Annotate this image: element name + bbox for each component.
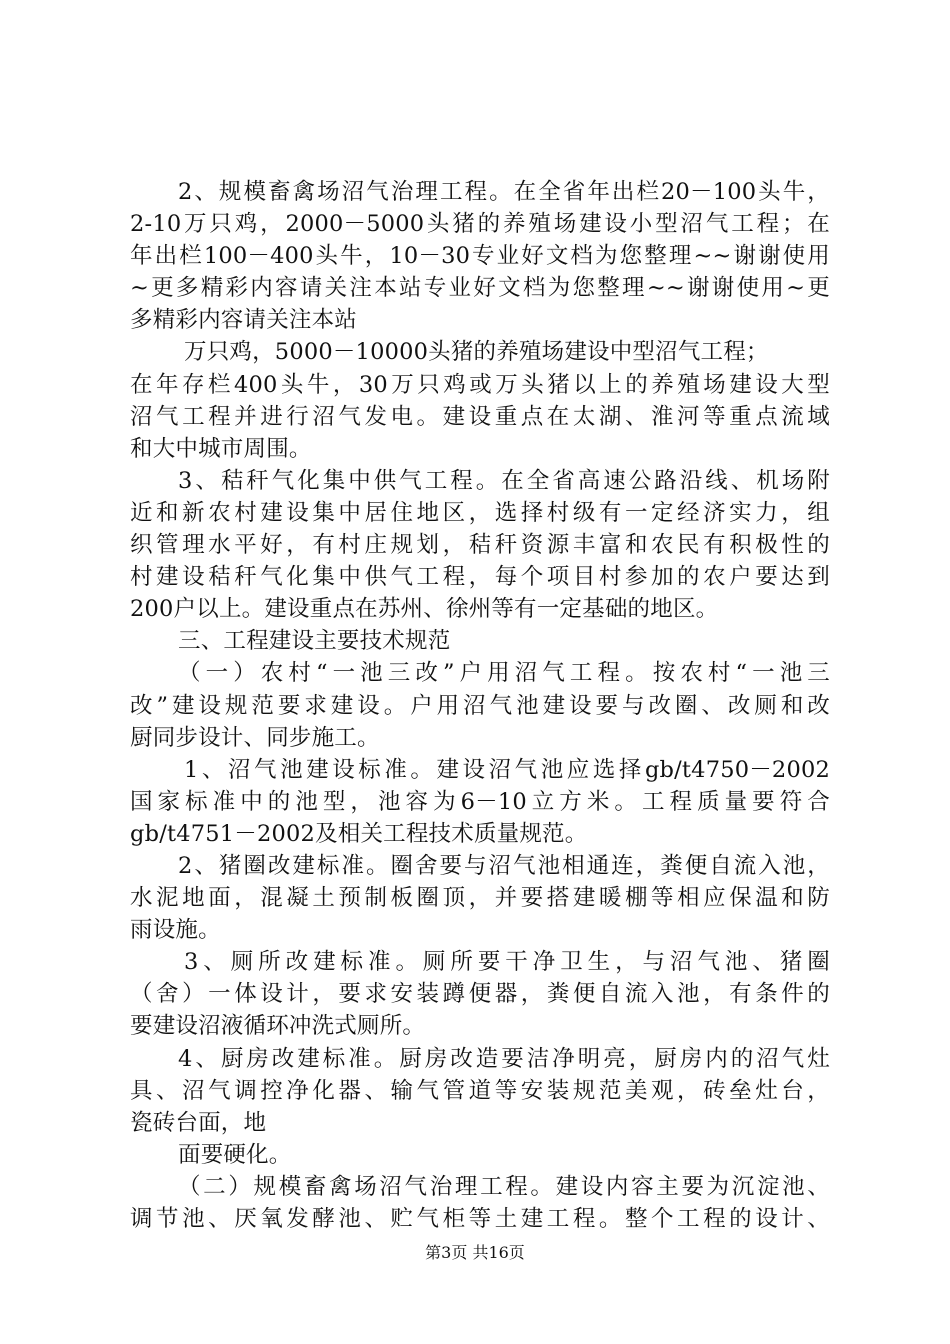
text-line: 2、猪圈改建标准。圈舍要与沼气池相通连，粪便自流入池，	[178, 852, 830, 879]
text-line: （舍）一体设计，要求安装蹲便器，粪便自流入池，有条件的	[130, 981, 830, 1008]
text-line: 三、工程建设主要技术规范	[178, 628, 451, 655]
text-line: 国家标准中的池型，池容为6－10立方米。工程质量要符合	[130, 788, 830, 815]
text-line: 1、沼气池建设标准。建设沼气池应选择gb/t4750－2002	[184, 756, 830, 783]
document-body	[130, 176, 830, 1235]
text-line: 雨设施。	[130, 917, 221, 944]
text-line: 2、规模畜禽场沼气治理工程。在全省年出栏20－100头牛，	[178, 179, 830, 205]
text-line: 瓷砖台面，地	[130, 1109, 267, 1136]
text-line: 要建设沼液循环冲洗式厕所。	[130, 1013, 426, 1040]
text-line: （一）农村“一池三改”户用沼气工程。按农村“一池三	[178, 660, 830, 687]
text-line: 200户以上。建设重点在苏州、徐州等有一定基础的地区。	[130, 596, 719, 623]
text-line: ~更多精彩内容请关注本站专业好文档为您整理~~谢谢使用~更	[130, 275, 830, 302]
text-line: 2-10万只鸡，2000－5000头猪的养殖场建设小型沼气工程；在	[130, 211, 830, 238]
text-line: 近和新农村建设集中居住地区，选择村级有一定经济实力，组	[130, 499, 830, 526]
text-line: 厨同步设计、同步施工。	[130, 724, 380, 751]
page-footer: 第3页 共16页	[425, 1243, 525, 1262]
text-line: 织管理水平好，有村庄规划，秸秆资源丰富和农民有积极性的	[130, 532, 830, 559]
text-line: 和大中城市周围。	[130, 435, 312, 462]
text-line: （二）规模畜禽场沼气治理工程。建设内容主要为沉淀池、	[178, 1173, 830, 1200]
text-line: 万只鸡，5000－10000头猪的养殖场建设中型沼气工程；	[184, 339, 769, 366]
text-line: 4、厨房改建标准。厨房改造要洁净明亮，厨房内的沼气灶	[178, 1045, 830, 1072]
text-line: 多精彩内容请关注本站	[130, 307, 358, 334]
text-line: 调节池、厌氧发酵池、贮气柜等土建工程。整个工程的设计、	[130, 1206, 830, 1232]
text-line: 年出栏100－400头牛，10－30专业好文档为您整理~~谢谢使用	[130, 243, 830, 270]
text-line: 面要硬化。	[178, 1141, 292, 1168]
text-line: 3、厕所改建标准。厕所要干净卫生，与沼气池、猪圈	[184, 949, 830, 976]
text-line: 村建设秸秆气化集中供气工程，每个项目村参加的农户要达到	[130, 564, 830, 591]
text-line: 3、秸秆气化集中供气工程。在全省高速公路沿线、机场附	[178, 467, 830, 494]
text-line: 在年存栏400头牛，30万只鸡或万头猪以上的养殖场建设大型	[130, 371, 830, 398]
text-line: 沼气工程并进行沼气发电。建设重点在太湖、淮河等重点流域	[130, 403, 830, 430]
text-line: 水泥地面，混凝土预制板圈顶，并要搭建暖棚等相应保温和防	[130, 885, 830, 912]
text-line: 具、沼气调控净化器、输气管道等安装规范美观，砖垒灶台，	[130, 1077, 830, 1104]
text-line: 改”建设规范要求建设。户用沼气池建设要与改圈、改厕和改	[130, 692, 830, 719]
text-line: gb/t4751－2002及相关工程技术质量规范。	[130, 820, 588, 847]
